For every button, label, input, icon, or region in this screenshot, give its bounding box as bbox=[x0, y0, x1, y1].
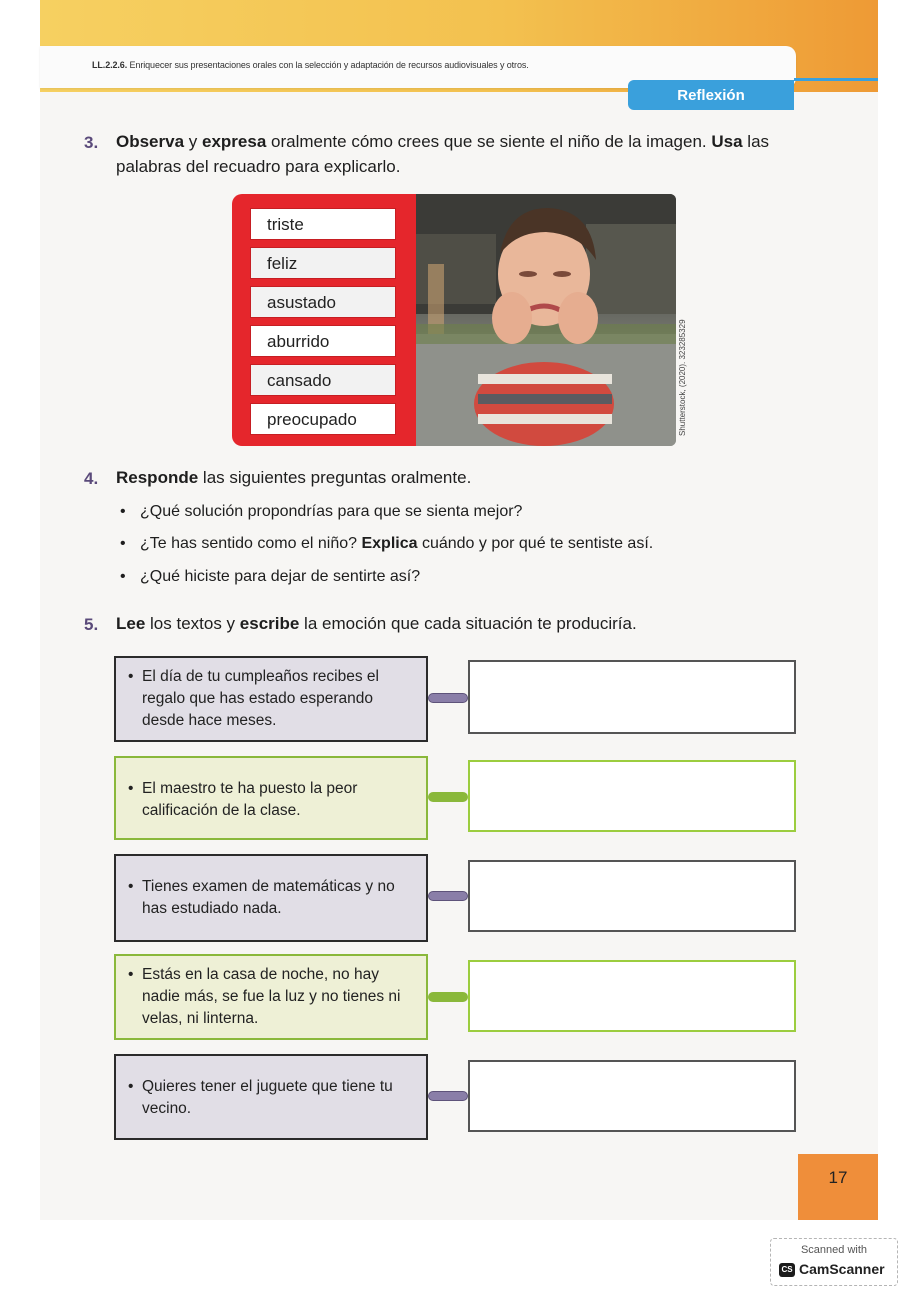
situation-1-line-1: El día de tu cumpleaños recibes el bbox=[142, 668, 379, 685]
situation-2-box: • El maestro te ha puesto la peor calificación de la clase. bbox=[114, 756, 428, 840]
question-5-number: 5. bbox=[84, 615, 99, 634]
situation-5-line-2: vecino. bbox=[142, 1100, 192, 1117]
sad-boy-photo bbox=[416, 194, 676, 446]
question-3-number: 3. bbox=[84, 133, 99, 152]
situation-2-answer-box[interactable] bbox=[468, 760, 796, 832]
scanner-name: CamScanner bbox=[799, 1261, 885, 1277]
page-number: 17 bbox=[798, 1154, 878, 1220]
photo-credit: Shutterstock, (2020). 323285329 bbox=[678, 319, 687, 436]
curriculum-code: LL.2.2.6. Enriquecer sus presentaciones orales con la selección y adaptación de recursos audiovisuales y otros. bbox=[92, 60, 529, 70]
situation-2-line-1: El maestro te ha puesto la peor bbox=[142, 780, 358, 797]
question-4-bullet-1: • ¿Qué solución propondrías para que se sienta mejor? bbox=[140, 502, 522, 522]
camscanner-badge bbox=[770, 1238, 898, 1286]
question-3-line-1: Observa y expresa oralmente cómo crees que se siente el niño de la imagen. Usa las bbox=[116, 132, 770, 151]
scanner-caption: Scanned with bbox=[800, 1244, 868, 1256]
situation-4-line-3: velas, ni linterna. bbox=[142, 1010, 259, 1027]
word-asustado: asustado bbox=[250, 286, 396, 318]
situation-5-connector bbox=[428, 1091, 468, 1101]
situation-2-line-2: calificación de la clase. bbox=[142, 802, 301, 819]
situation-4-box: • Estás en la casa de noche, no hay nadie más, se fue la luz y no tienes ni velas, ni linterna. bbox=[114, 954, 428, 1040]
tab-rule bbox=[794, 78, 878, 81]
situation-4-answer-box[interactable] bbox=[468, 960, 796, 1032]
situation-3-connector bbox=[428, 891, 468, 901]
situation-2-connector bbox=[428, 792, 468, 802]
question-4-text: Responde las siguientes preguntas oralmente. bbox=[116, 468, 472, 487]
situation-1-line-2: regalo que has estado esperando bbox=[142, 690, 373, 707]
situation-5-answer-box[interactable] bbox=[468, 1060, 796, 1132]
situation-4-line-1: Estás en la casa de noche, no hay bbox=[142, 966, 379, 983]
question-4-number: 4. bbox=[84, 469, 99, 488]
situation-3-box: • Tienes examen de matemáticas y no has estudiado nada. bbox=[114, 854, 428, 942]
situation-3-line-1: Tienes examen de matemáticas y no bbox=[142, 878, 395, 895]
situation-4-line-2: nadie más, se fue la luz y no tienes ni bbox=[142, 988, 401, 1005]
situation-1-box: • El día de tu cumpleaños recibes el regalo que has estado esperando desde hace meses. bbox=[114, 656, 428, 742]
section-tab-reflexion: Reflexión bbox=[628, 80, 794, 110]
situation-4-connector bbox=[428, 992, 468, 1002]
situation-5-line-1: Quieres tener el juguete que tiene tu bbox=[142, 1078, 393, 1095]
word-aburrido: aburrido bbox=[250, 325, 396, 357]
question-4-bullet-3: • ¿Qué hiciste para dejar de sentirte así? bbox=[140, 567, 420, 587]
question-3-line-2: palabras del recuadro para explicarlo. bbox=[116, 157, 401, 176]
word-cansado: cansado bbox=[250, 364, 396, 396]
word-triste: triste bbox=[250, 208, 396, 240]
situation-5-box: • Quieres tener el juguete que tiene tu vecino. bbox=[114, 1054, 428, 1140]
situation-1-answer-box[interactable] bbox=[468, 660, 796, 734]
question-4-bullet-2: • ¿Te has sentido como el niño? Explica cuándo y por qué te sentiste así. bbox=[140, 534, 653, 554]
question-5-text: Lee los textos y escribe la emoción que cada situación te produciría. bbox=[116, 614, 637, 633]
situation-3-line-2: has estudiado nada. bbox=[142, 900, 282, 917]
situation-3-answer-box[interactable] bbox=[468, 860, 796, 932]
word-preocupado: preocupado bbox=[250, 403, 396, 435]
situation-1-connector bbox=[428, 693, 468, 703]
boy-illustration bbox=[416, 194, 676, 446]
situation-1-line-3: desde hace meses. bbox=[142, 712, 277, 729]
word-feliz: feliz bbox=[250, 247, 396, 279]
camscanner-logo-icon: CS bbox=[779, 1263, 795, 1277]
